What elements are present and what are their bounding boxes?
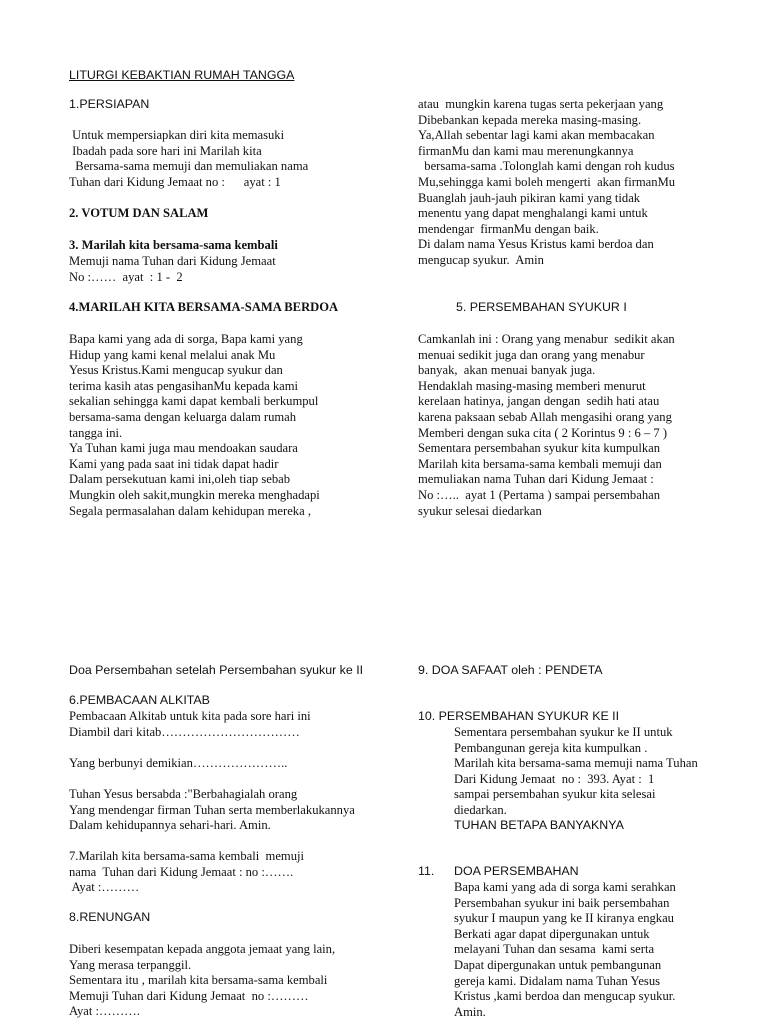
- document-title: LITURGI KEBAKTIAN RUMAH TANGGA: [69, 68, 295, 82]
- text-line: Tuhan dari Kidung Jemaat no : ayat : 1: [69, 174, 281, 189]
- section-body-doa-lanjutan: [418, 97, 675, 269]
- text-line: Memberi dengan suka cita ( 2 Korintus 9 : 6 – 7 ): [418, 425, 668, 440]
- text-line: Dapat dipergunakan untuk pembangunan: [454, 957, 662, 972]
- section-heading-berdoa: 4.MARILAH KITA BERSAMA-SAMA BERDOA: [69, 300, 339, 314]
- text-line: Ya,Allah sebentar lagi kami akan membacakan: [418, 128, 655, 143]
- text-line: Diberi kesempatan kepada anggota jemaat yang lain,: [69, 942, 336, 956]
- text-line: Ya Tuhan kami juga mau mendoakan saudara: [69, 441, 298, 456]
- text-line: Marilah kita bersama-sama memuji nama Tuhan: [454, 756, 698, 771]
- text-line: banyak, akan menuai banyak juga.: [418, 363, 596, 378]
- text-line: atau mungkin karena tugas serta pekerjaan yang: [418, 97, 664, 111]
- section-heading-renungan: 8.RENUNGAN: [69, 910, 151, 924]
- text-line: melayani Tuhan dan sesama kami serta: [454, 942, 655, 957]
- text-line: Persembahan syukur ini baik persembahan: [454, 895, 670, 910]
- text-line: Kristus ,kami berdoa dan mengucap syukur.: [454, 989, 676, 1004]
- section-quote-pembacaan: [69, 787, 355, 834]
- section-heading-doa-persembahan: DOA PERSEMBAHAN: [454, 864, 579, 878]
- text-line: gereja kami. Didalam nama Tuhan Yesus: [454, 973, 661, 988]
- text-line: sampai persembahan syukur kita selesai: [454, 787, 656, 802]
- pembacaan-berbunyi: Yang berbunyi demikian…………………..: [69, 756, 288, 770]
- text-line: bersama-sama dengan keluarga dalam rumah: [69, 409, 297, 424]
- text-line: Pembangunan gereja kita kumpulkan .: [454, 740, 648, 755]
- section-heading-doa-safaat: 9. DOA SAFAAT oleh : PENDETA: [418, 663, 603, 677]
- text-line: bersama-sama .Tolonglah kami dengan roh kudus: [418, 159, 675, 174]
- text-line: Dari Kidung Jemaat no : 393. Ayat : 1: [454, 771, 655, 786]
- text-line: Memuji Tuhan dari Kidung Jemaat no :………: [69, 988, 309, 1003]
- section-heading-votum: 2. VOTUM DAN SALAM: [69, 206, 209, 220]
- section-body-pembacaan: [69, 709, 311, 740]
- text-line: syukur I maupun yang ke II kiranya engkau: [454, 911, 674, 926]
- text-line: Camkanlah ini : Orang yang menabur sedikit akan: [418, 332, 675, 346]
- section-body-doa-persembahan: [454, 880, 676, 1020]
- section-body-renungan: [69, 942, 335, 1020]
- text-line: Bersama-sama memuji dan memuliakan nama: [69, 159, 309, 174]
- section-number-11: 11.: [418, 864, 435, 878]
- text-line: Dalam persekutuan kami ini,oleh tiap sebab: [69, 472, 291, 487]
- text-line: Amin.: [454, 1004, 486, 1019]
- text-line: Sementara itu , marilah kita bersama-sama kembali: [69, 973, 328, 988]
- text-line: firmanMu dan kami mau merenungkannya: [418, 143, 634, 158]
- section-body-marilah: [69, 254, 276, 285]
- text-line: Berkati agar dapat dipergunakan untuk: [454, 926, 650, 941]
- text-line: Mu,sehingga kami boleh mengerti akan firmanMu: [418, 174, 676, 189]
- text-line: sekalian sehingga kami dapat kembali berkumpul: [69, 394, 319, 409]
- text-line: Sementara persembahan syukur ke II untuk: [454, 725, 673, 739]
- text-line: No :…… ayat : 1 - 2: [69, 269, 183, 284]
- text-line: 7.Marilah kita bersama-sama kembali memuji: [69, 849, 305, 863]
- section-body-persembahan-1: [418, 332, 675, 519]
- text-line: Di dalam nama Yesus Kristus kami berdoa dan: [418, 237, 654, 252]
- text-line: Segala permasalahan dalam kehidupan mereka ,: [69, 503, 311, 518]
- text-line: Dibebankan kepada mereka masing-masing.: [418, 112, 642, 127]
- text-line: diedarkan.: [454, 802, 507, 817]
- text-line: Tuhan Yesus bersabda :"Berbahagialah orang: [69, 787, 298, 801]
- section-heading-marilah: 3. Marilah kita bersama-sama kembali: [69, 238, 278, 252]
- section-body-memuji: [69, 849, 304, 896]
- text-line: Dalam kehidupannya sehari-hari. Amin.: [69, 818, 271, 833]
- text-line: Ibadah pada sore hari ini Marilah kita: [69, 143, 262, 158]
- text-line: Untuk mempersiapkan diri kita memasuki: [69, 128, 285, 142]
- text-line: Memuji nama Tuhan dari Kidung Jemaat: [69, 254, 276, 268]
- text-line: Hendaklah masing-masing memberi menurut: [418, 378, 646, 393]
- text-line: Kami yang pada saat ini tidak dapat hadir: [69, 456, 279, 471]
- text-line: Sementara persembahan syukur kita kumpulkan: [418, 441, 661, 456]
- text-line: karena paksaan sebab Allah mengasihi orang yang: [418, 409, 672, 424]
- text-line: Yang merasa terpanggil.: [69, 957, 192, 972]
- text-line: Bapa kami yang ada di sorga kami serahkan: [454, 880, 676, 894]
- text-line: mendengar firmanMu dengan baik.: [418, 221, 599, 236]
- text-line: Ayat :………: [69, 880, 140, 895]
- song-title: TUHAN BETAPA BANYAKNYA: [454, 818, 624, 832]
- section-body-persiapan: [69, 128, 308, 190]
- text-line: No :….. ayat 1 (Pertama ) sampai persembahan: [418, 487, 660, 502]
- text-line: Buanglah jauh-jauh pikiran kami yang tidak: [418, 190, 641, 205]
- text-line: menentu yang dapat menghalangi kami untuk: [418, 206, 648, 221]
- section-heading-persiapan: 1.PERSIAPAN: [69, 97, 150, 111]
- text-line: menuai sedikit juga dan orang yang menabur: [418, 347, 645, 362]
- text-line: Yesus Kristus.Kami mengucap syukur dan: [69, 363, 283, 378]
- section-body-berdoa: [69, 332, 320, 519]
- text-line: Hidup yang kami kenal melalui anak Mu: [69, 347, 276, 362]
- text-line: Yang mendengar firman Tuhan serta memberlakukannya: [69, 802, 355, 817]
- text-line: syukur selesai diedarkan: [418, 503, 542, 518]
- text-line: memuliakan nama Tuhan dari Kidung Jemaat :: [418, 472, 654, 487]
- text-line: Marilah kita bersama-sama kembali memuji dan: [418, 456, 662, 471]
- text-line: tangga ini.: [69, 425, 123, 440]
- doa-persembahan-note: Doa Persembahan setelah Persembahan syukur ke II: [69, 663, 364, 677]
- section-body-persembahan-2: [454, 725, 698, 819]
- text-line: nama Tuhan dari Kidung Jemaat : no :…….: [69, 864, 294, 879]
- text-line: terima kasih atas pengasihanMu kepada kami: [69, 378, 299, 393]
- section-heading-pembacaan: 6.PEMBACAAN ALKITAB: [69, 693, 210, 707]
- text-line: mengucap syukur. Amin: [418, 252, 544, 267]
- text-line: Mungkin oleh sakit,mungkin mereka menghadapi: [69, 487, 320, 502]
- text-line: Pembacaan Alkitab untuk kita pada sore hari ini: [69, 709, 311, 723]
- text-line: kerelaan hatinya, jangan dengan sedih hati atau: [418, 394, 660, 409]
- section-heading-persembahan-1: 5. PERSEMBAHAN SYUKUR I: [456, 300, 627, 314]
- text-line: Diambil dari kitab……………………………: [69, 724, 300, 739]
- text-line: Bapa kami yang ada di sorga, Bapa kami yang: [69, 332, 303, 346]
- section-heading-persembahan-2: 10. PERSEMBAHAN SYUKUR KE II: [418, 709, 620, 723]
- text-line: Ayat :……….: [69, 1004, 140, 1019]
